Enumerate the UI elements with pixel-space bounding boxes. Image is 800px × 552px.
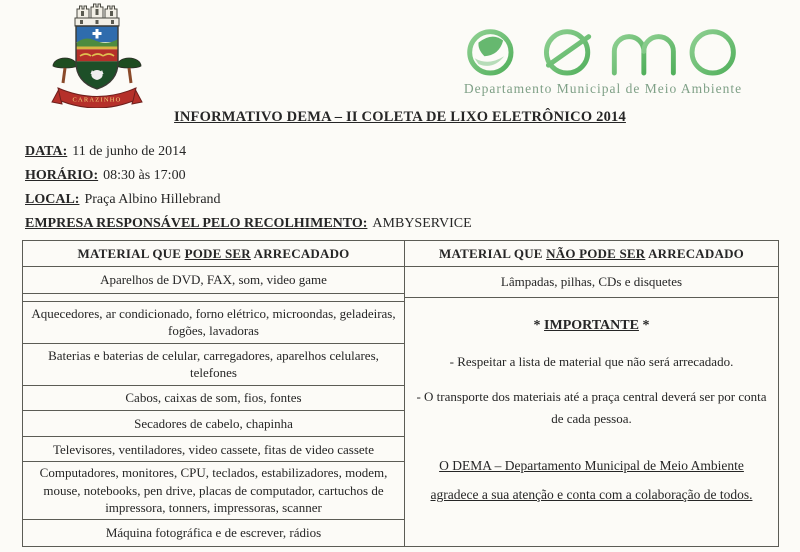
- closing-statement: O DEMA – Departamento Municipal de Meio Ambiente agradece a sua atenção e conta com a colaboração de todos.: [430, 458, 753, 503]
- not-allowed-materials-header: [405, 241, 778, 267]
- company-value: AMBYSERVICE: [372, 216, 472, 231]
- allowed-header-prefix: MATERIAL QUE: [77, 245, 185, 261]
- allowed-header-underlined: PODE SER: [184, 245, 251, 261]
- company-label: EMPRESA RESPONSÁVEL PELO RECOLHIMENTO:: [25, 216, 368, 231]
- coat-of-arms-graphic: [50, 2, 144, 108]
- note-respect-list: - Respeitar a lista de material que não será arrecadado.: [449, 353, 734, 369]
- page-title: INFORMATIVO DEMA – II COLETA DE LIXO ELETRÔNICO 2014: [174, 109, 626, 125]
- important-suffix: *: [638, 318, 650, 333]
- allowed-materials-header: [23, 241, 404, 267]
- location-value: Praça Albino Hillebrand: [84, 192, 221, 207]
- crest-banner-text: CARAZINHO: [72, 96, 122, 104]
- not-allowed-materials-column: [405, 241, 778, 546]
- table-row: Máquina fotográfica e de escrever, rádios: [105, 525, 322, 541]
- not-allowed-header-text: [439, 245, 744, 263]
- allowed-header-suffix: ARRECADADO: [250, 245, 350, 261]
- table-row: Aparelhos de DVD, FAX, som, video game: [23, 267, 404, 294]
- dema-logo-subtitle: Departamento Municipal de Meio Ambiente: [463, 81, 743, 96]
- not-allowed-header-suffix: ARRECADADO: [645, 245, 744, 261]
- time-value: 08:30 às 17:00: [103, 168, 186, 183]
- table-row: Lâmpadas, pilhas, CDs e disquetes: [405, 267, 778, 298]
- dema-logo: [448, 8, 758, 97]
- dema-wordmark-icon: [451, 8, 756, 79]
- location-label: LOCAL:: [25, 192, 80, 207]
- materials-table: [22, 240, 779, 547]
- event-info: [25, 140, 472, 236]
- time-label: HORÁRIO:: [25, 168, 99, 183]
- important-underlined: IMPORTANTE: [544, 318, 639, 333]
- table-row: Baterias e baterias de celular, carregadores, aparelhos celulares, telefones: [23, 344, 404, 386]
- allowed-header-text: [78, 245, 350, 263]
- info-line-date: [25, 140, 472, 164]
- table-row: Aquecedores, ar condicionado, forno elétrico, microondas, geladeiras, fogões, lavadoras: [23, 302, 404, 344]
- date-value: 11 de junho de 2014: [72, 144, 187, 159]
- note-transport: - O transporte dos materiais até a praça central deverá ser por conta de cada pessoa.: [416, 388, 767, 426]
- table-row: Computadores, monitores, CPU, teclados, estabilizadores, modem, mouse, notebooks, pen drive, placas de computador, cartuchos de impressora, tonners, impressoras, scanner: [23, 462, 404, 520]
- ribbon-banner: [52, 88, 142, 108]
- shield-field: [76, 26, 118, 91]
- not-allowed-header-underlined: NÃO PODE SER: [546, 245, 646, 261]
- table-row: Secadores de cabelo, chapinha: [23, 411, 404, 437]
- date-label: DATA:: [25, 144, 68, 159]
- not-allowed-header-prefix: MATERIAL QUE: [439, 245, 547, 261]
- info-line-location: [25, 188, 472, 212]
- important-notes-cell: [405, 298, 778, 546]
- important-prefix: *: [533, 318, 545, 333]
- table-row: Cabos, caixas de som, fios, fontes: [23, 386, 404, 412]
- carazinho-coat-of-arms: [50, 2, 144, 108]
- leaf-icon: [474, 37, 504, 66]
- mural-crown-icon: [75, 4, 119, 26]
- important-heading: [415, 317, 768, 336]
- allowed-materials-column: [23, 241, 405, 546]
- info-line-time: [25, 164, 472, 188]
- info-line-company: [25, 212, 472, 236]
- table-row-spacer: [23, 294, 404, 302]
- table-row: Televisores, ventiladores, video cassete, fitas de video cassete: [23, 437, 404, 462]
